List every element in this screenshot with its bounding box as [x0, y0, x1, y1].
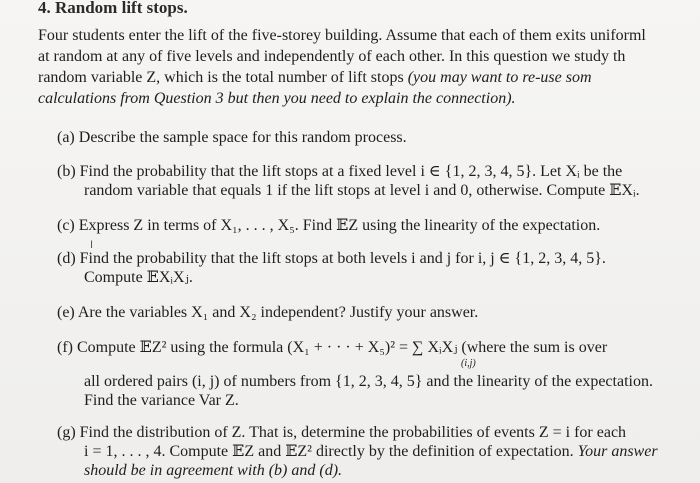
intro-line-4: calculations from Question 3 but then you need to explain the connection). — [38, 90, 516, 107]
question-intro — [38, 25, 700, 109]
part-b — [57, 162, 640, 200]
intro-line-3 — [38, 67, 700, 88]
part-f-line-1: (f) Compute 𝔼Z² using the formula (X₁ + · · · + X₅)² = ∑ XᵢXⱼ (where the sum is over — [57, 339, 608, 356]
part-f-line-2: all ordered pairs (i, j) of numbers from {1, 2, 3, 4, 5} and the linearity of the expectation. — [84, 373, 653, 390]
part-e — [57, 303, 478, 322]
intro-line-3-italic: (you may want to re-use som — [407, 69, 592, 86]
part-g-line-2-italic: Your answer — [577, 443, 658, 460]
part-b-line-1: (b) Find the probability that the lift stops at a fixed level i ∈ {1, 2, 3, 4, 5}. Let Xᵢ be the — [57, 163, 623, 180]
part-g-line-1: (g) Find the distribution of Z. That is, determine the probabilities of events Z = i for each — [57, 424, 627, 441]
part-c — [57, 216, 600, 235]
part-f — [57, 338, 653, 410]
part-g-line-2 — [57, 442, 658, 461]
question-heading: 4. Random lift stops. — [38, 0, 188, 17]
part-f-line-3: Find the variance Var Z. — [84, 392, 239, 409]
part-b-line-2: random variable that equals 1 if the lift stops at level i and 0, otherwise. Compute 𝔼Xᵢ. — [84, 182, 640, 199]
intro-line-1: Four students enter the lift of the five-storey building. Assume that each of them exits uniforml — [38, 27, 646, 44]
part-a — [57, 128, 407, 147]
part-g-line-3: should be in agreement with (b) and (d). — [84, 462, 343, 479]
sum-index: (i,j) — [461, 358, 476, 369]
part-a-line-1: (a) Describe the sample space for this random process. — [57, 129, 407, 146]
intro-line-2: at random at any of five levels and independently of each other. In this question we study th — [38, 48, 626, 65]
part-d-line-2: Compute 𝔼XᵢXⱼ. — [84, 269, 193, 286]
part-c-line-1: (c) Express Z in terms of X₁, . . . , X₅. Find 𝔼Z using the linearity of the expectation. — [57, 217, 601, 234]
part-e-line-1: (e) Are the variables X₁ and X₂ independent? Justify your answer. — [57, 304, 479, 321]
part-g — [57, 423, 658, 480]
part-d — [57, 249, 606, 287]
part-d-line-1: (d) Find the probability that the lift stops at both levels i and j for i, j ∈ {1, 2, 3, 4, 5}. — [57, 250, 606, 267]
text-cursor-mark: I — [90, 239, 94, 251]
intro-line-3-text: random variable Z, which is the total number of lift stops — [38, 69, 408, 86]
part-g-line-2-text: i = 1, . . . , 4. Compute 𝔼Z and 𝔼Z² directly by the definition of expectation. — [84, 443, 578, 460]
